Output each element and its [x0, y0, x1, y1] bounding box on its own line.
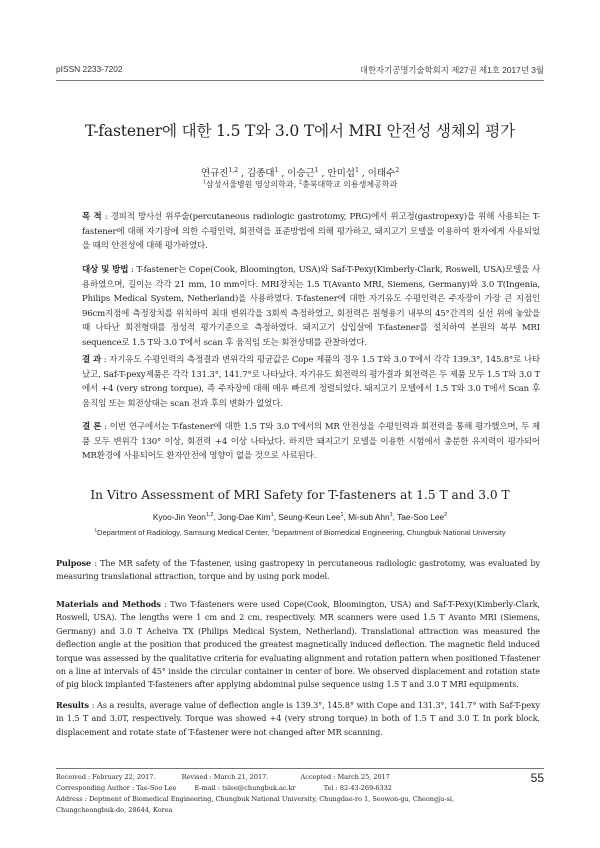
section-label: Results	[56, 700, 89, 710]
author-name: Seung-Keun Lee	[278, 512, 341, 522]
section-label: Pulpose	[56, 558, 92, 568]
korean-abstract-purpose	[82, 210, 540, 254]
revised-date: Revised : March 21, 2017.	[181, 773, 269, 781]
section-label: Materials and Methods	[56, 599, 161, 609]
label-colon: :	[101, 212, 111, 222]
korean-authors	[40, 165, 560, 179]
section-label: 결 과	[82, 355, 102, 365]
author-sup: 1	[274, 166, 279, 174]
footnote-address-cont: Chungcheongbuk-do, 28644, Korea	[56, 806, 173, 814]
affil-text: 삼성서울병원 영상의학과,	[206, 180, 297, 189]
english-abstract-purpose	[56, 557, 540, 584]
footnote-block	[56, 772, 496, 816]
affil-sup: 2	[271, 528, 275, 534]
author-name: 김종대	[246, 168, 275, 179]
label-colon: :	[101, 422, 110, 432]
affil-sup: 1	[94, 528, 98, 534]
affil-text: 충북대학교 의용생체공학과	[301, 180, 398, 189]
author-sep: ,	[273, 512, 279, 522]
section-text: : The MR safety of the T-fastener, using gastropexy in percutaneous radiologic gastrotomy, was evaluated by measuring translational attraction, torque and by using pork model.	[56, 558, 540, 582]
journal-issue-header	[360, 64, 544, 76]
english-abstract-results	[56, 699, 540, 739]
author-sep: ,	[213, 512, 218, 522]
section-text: 이번 연구에서는 T-fastener에 대한 1.5 T와 3.0 T에서의 MR 안전성을 수평인력과 회전력을 통해 평가했으며, 두 제품 모두 변위각 130° 이상, 회전력 +4 이상 나타났다. 하지만 돼지고기 모델을 이용한 시험에서 충분한 유지력이 평가되어 MR환경에 사용되어도 환자안전에 영향이 없을 것으로 사료된다.	[82, 422, 540, 461]
author-name: Tae-Soo Lee	[397, 512, 445, 522]
section-text: 자기유도 수평인력의 측정결과 변위각의 평균값은 Cope 제품의 경우 1.5 T와 3.0 T에서 각각 139.3°, 145.8°로 나타났고, Saf-T-pexy제품은 각각 131.3°, 141.7°로 나타났다. 자기유도 회전력의 평가결과 회전력은 두 제품 모두 1.5 T와 3.0 T에서 +4 (very strong torque), 즉 주자장에 대해 매우 빠르게 정렬되었다. 돼지고기 모델에서 1.5 T와 3.0 T에서 Scan 후 움직임 또는 회전상태는 scan 전과 후의 변화가 없었다.	[82, 355, 540, 409]
label-colon: :	[101, 355, 110, 365]
footnote-address: Address : Deptment of Biomedical Engineering, Chungbuk National University, Chungdae-ro 1, Seowon-gu, Cheongju-si,	[56, 795, 455, 803]
author-sup: 1	[389, 512, 393, 519]
author-sep: ,	[241, 168, 247, 179]
affil-text: Department of Biomedical Engineering, Chungbuk National University	[274, 528, 506, 537]
section-label: 목 적	[82, 212, 102, 222]
author-sup: 1,2	[205, 512, 214, 519]
english-authors	[40, 512, 560, 522]
author-name: 안미섭	[327, 168, 355, 179]
section-text: : As a results, average value of deflection angle is 139.3°, 145.8° with Cope and 131.3°, 141.7° with Saf-T-pexy in 1.5 T and 3.0T, respectively. Torque was showed +4 (very strong torque) in both of 1.5 T and 3.0 T. In pork block, displacement and rotate state of T-fastener were not changed after MR scanning.	[56, 700, 540, 737]
author-name: Kyoo-Jin Yeon	[152, 512, 206, 522]
affil-sup: 1	[202, 179, 207, 186]
author-sep: ,	[281, 168, 288, 179]
korean-abstract-methods	[82, 263, 540, 350]
affil-sup: 2	[298, 179, 302, 186]
author-sep: ,	[321, 168, 328, 179]
footer-rule	[56, 768, 544, 769]
author-name: 이승근	[287, 168, 315, 179]
author-sep: ,	[392, 512, 398, 522]
korean-affiliations	[40, 179, 560, 190]
journal-issue: 제27권 제1호 2017년 3월	[451, 65, 544, 75]
author-sup: 1	[314, 166, 319, 174]
author-name: Jong-Dae Kim	[218, 512, 271, 522]
section-label: 대상 및 방법	[82, 265, 129, 275]
accepted-date: Accepted : March 25, 2017	[300, 773, 390, 781]
author-sup: 2	[444, 512, 448, 519]
telephone: Tel : 82-43-269-6332	[323, 784, 392, 792]
email[interactable]: E-mail : tslee@chungbuk.ac.kr	[194, 784, 296, 792]
author-name: 연규진	[200, 168, 229, 179]
english-title: In Vitro Assessment of MRI Safety for T-fasteners at 1.5 T and 3.0 T	[90, 488, 510, 502]
section-label: 결 론	[82, 422, 102, 432]
author-sup: 1,2	[228, 166, 239, 174]
author-sup: 1	[354, 166, 359, 174]
author-sep: ,	[343, 512, 349, 522]
section-text: : Two T-fasteners were used Cope(Cook, Bloomington, USA) and Saf-T-Pexy(Kimberly-Clark, Roswell, USA). The lengths were 1 cm and 2 cm, respectively. MR scanners were used 1.5 T Avanto MRI (Siemens, Germany) and 3.0 T Acheiva TX (Philips Medical System, Netherland). Translational attraction was measured the deflection angle at the position that produced the greatest magnetically induced deflection. The magnetic field induced torque was assessed by the qualitative criteria for evaluating alignment and rotation pattern when positioned T-fastener on a line at intervals of 45° inside the circular container in center of bore. We observed displacement and rotation state of pig block implanted T-fasteners after applying abdominal pulse sequence using 1.5 T and 3.0 T MRI equipments.	[56, 599, 540, 690]
page-number: 55	[530, 771, 544, 785]
journal-name: 대한자기공명기술학회지	[359, 65, 449, 75]
author-sep: ,	[361, 168, 368, 179]
author-name: Mi-sub Ahn	[348, 512, 390, 522]
footnote-contact	[56, 783, 496, 794]
korean-title: T-fastener에 대한 1.5 T와 3.0 T에서 MRI 안전성 생체외 평가	[85, 122, 515, 140]
author-sup: 1	[340, 512, 344, 519]
footnote-dates	[56, 772, 496, 783]
korean-abstract-results	[82, 353, 540, 411]
author-name: 이태수	[367, 168, 396, 179]
corresponding-author: Corresponding Author : Tae-Soo Lee	[56, 784, 177, 792]
issn: pISSN 2233-7202	[56, 64, 123, 74]
english-abstract-methods	[56, 598, 540, 692]
author-sup: 2	[395, 166, 400, 174]
header-rule	[56, 80, 544, 81]
section-text: T-fastener는 Cope(Cook, Bloomington, USA)와 Saf-T-Pexy(Kimberly-Clark, Roswell, USA)모델을 사용하였으며, 길이는 각각 21 mm, 10 mm이다. MRI장치는 1.5 T(Avanto MRI, Siemens, Germany)와 3.0 T(Ingenia, Philips Medical System, Netherland)을 사용하였다. T-fastener에 대한 자기유도 수평인력은 주자장이 가장 큰 지점인 96cm지점에 측정장치를 위치하여 최대 변위각을 3회씩 측정하였고, 회전력은 원형용기 내부의 45°간격의 실선 위에 놓았을 때 나타난 회전형태를 정성적 평가기준으로 측정하였다. 돼지고기 삽입살에 T-fastener를 설치하여 본원의 복부 MRI sequence로 1.5 T와 3.0 T에서 scan 후 움직임 또는 회전상태를 관찰하였다.	[82, 265, 541, 348]
author-sup: 1	[270, 512, 274, 519]
received-date: Received : February 22, 2017.	[56, 773, 156, 781]
label-colon: :	[128, 265, 137, 275]
section-text: 경피적 방사선 위루술(percutaneous radiologic gastrotomy, PRG)에서 위고정(gastropexy)을 위해 사용되는 T-fastener에 대해 자기장에 의한 수평인력, 회전력을 표준방법에 의해 평가하고, 돼지고기 모델을 이용하여 환자에게 사용되었을 때의 안전성에 대해 평가하였다.	[82, 212, 540, 251]
english-affiliations	[40, 528, 560, 537]
korean-abstract-conclusion	[82, 420, 540, 464]
affil-text: Department of Radiology, Samsung Medical Center,	[97, 528, 270, 537]
